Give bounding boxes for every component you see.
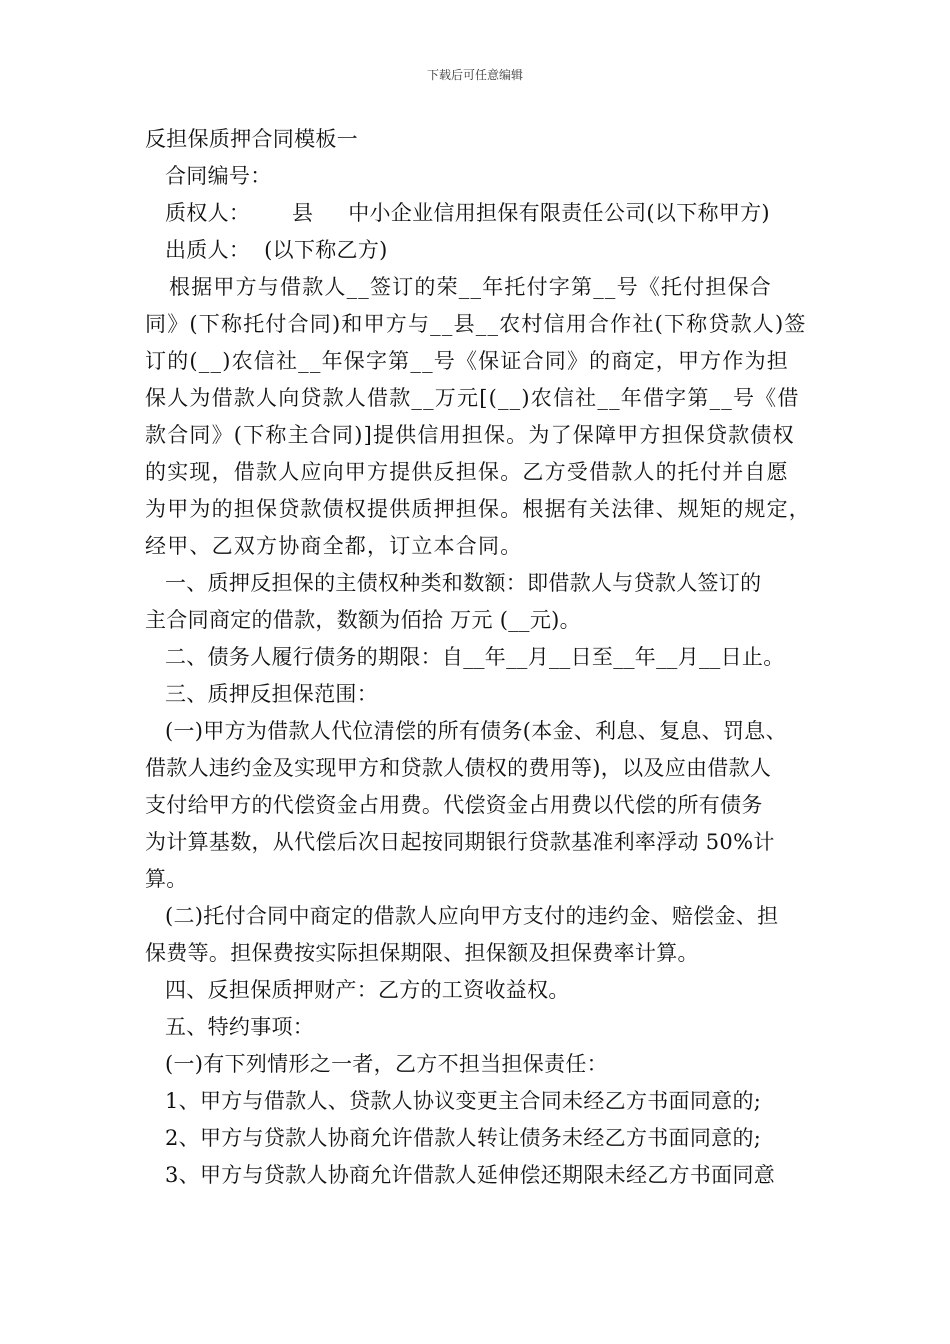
paragraph-line: 款合同》(下称主合同)]提供信用担保。为了保障甲方担保贷款债权 <box>145 423 795 447</box>
intro-paragraph <box>145 269 825 565</box>
section-1 <box>145 565 825 639</box>
paragraph-line: (一)甲方为借款人代位清偿的所有债务(本金、利息、复息、罚息、 <box>165 719 787 743</box>
paragraph-line: 的实现，借款人应向甲方提供反担保。乙方受借款人的托付并自愿 <box>145 460 789 484</box>
list-item: 3、甲方与贷款人协商允许借款人延伸偿还期限未经乙方书面同意 <box>165 1163 776 1187</box>
document-body <box>145 121 825 1194</box>
paragraph-line: 支付给甲方的代偿资金占用费。代偿资金占用费以代偿的所有债务 <box>145 793 763 817</box>
paragraph-line: (二)托付合同中商定的借款人应向甲方支付的违约金、赔偿金、担 <box>165 904 779 928</box>
paragraph-line: 经甲、乙双方协商全都，订立本合同。 <box>145 534 523 558</box>
pledgee-line: 质权人： 县 中小企业信用担保有限责任公司(以下称甲方) <box>165 201 770 225</box>
section-3-item-2 <box>145 898 825 972</box>
header-note: 下载后可任意编辑 <box>426 68 523 82</box>
section-3-heading: 三、质押反担保范围： <box>165 682 378 706</box>
section-4: 四、反担保质押财产：乙方的工资收益权。 <box>165 978 570 1002</box>
section-5-list <box>145 1083 825 1194</box>
document-title: 反担保质押合同模板一 <box>145 127 358 151</box>
pledgor-line: 出质人： (以下称乙方) <box>165 238 388 262</box>
paragraph-line: 保人为借款人向贷款人借款__万元[(__)农信社__年借字第__号《借 <box>145 386 800 410</box>
list-item: 1、甲方与借款人、贷款人协议变更主合同未经乙方书面同意的; <box>165 1089 762 1113</box>
paragraph-line: 主合同商定的借款，数额为佰拾 万元 (__元)。 <box>145 608 581 632</box>
paragraph-line: 订的(__)农信社__年保字第__号《保证合同》的商定，甲方作为担 <box>145 349 789 373</box>
paragraph-line: 根据甲方与借款人__签订的荣__年托付字第__号《托付担保合 <box>169 275 772 299</box>
section-3-item-1 <box>145 713 825 898</box>
section-5-item-1: (一)有下列情形之一者，乙方不担当担保责任： <box>165 1052 608 1076</box>
paragraph-line: 算。 <box>145 867 188 891</box>
section-5-heading: 五、特约事项： <box>165 1015 315 1039</box>
paragraph-line: 同》(下称托付合同)和甲方与__县__农村信用合作社(下称贷款人)签 <box>145 312 807 336</box>
paragraph-line: 为计算基数，从代偿后次日起按同期银行贷款基准利率浮动 50%计 <box>145 830 775 854</box>
paragraph-line: 借款人违约金及实现甲方和贷款人债权的费用等)，以及应由借款人 <box>145 756 772 780</box>
list-item: 2、甲方与贷款人协商允许借款人转让债务未经乙方书面同意的; <box>165 1126 762 1150</box>
paragraph-line: 保费等。担保费按实际担保期限、担保额及担保费率计算。 <box>145 941 699 965</box>
section-2: 二、债务人履行债务的期限：自__年__月__日至__年__月__日止。 <box>165 645 785 669</box>
paragraph-line: 一、质押反担保的主债权种类和数额：即借款人与贷款人签订的 <box>165 571 762 595</box>
contract-number-line: 合同编号： <box>165 164 272 188</box>
paragraph-line: 为甲为的担保贷款债权提供质押担保。根据有关法律、规矩的规定， <box>145 497 811 521</box>
